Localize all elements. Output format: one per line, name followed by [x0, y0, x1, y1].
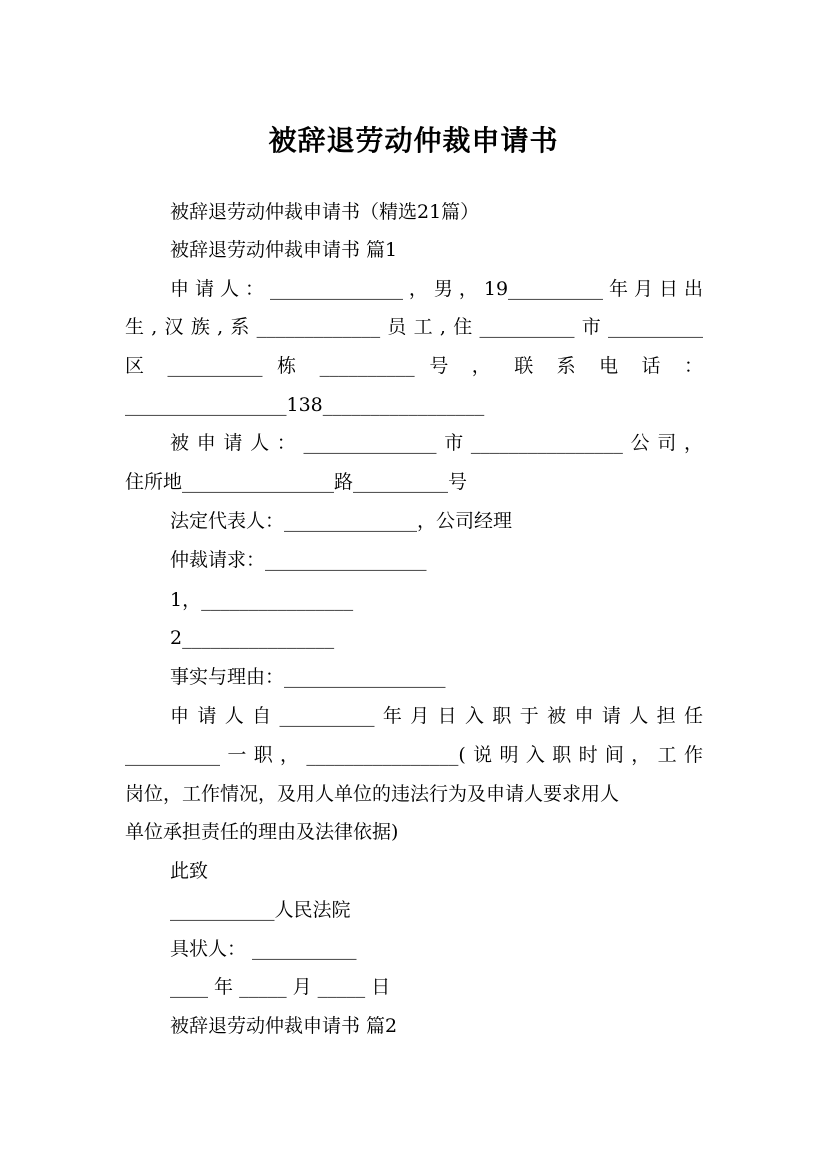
date-line: ____ 年 _____ 月 _____ 日: [170, 976, 391, 998]
request-item-2: 2________________: [170, 627, 335, 649]
legal-representative-line: 法定代表人：______________，公司经理: [170, 510, 513, 532]
facts-body-line-2: __________一职，________________(说明入职时间，工作: [125, 744, 703, 766]
request-item-1: 1，________________: [170, 589, 354, 611]
facts-reasons-line: 事实与理由：_________________: [170, 666, 446, 688]
applicant-line: 申请人：______________，男，19__________年月日出: [170, 278, 703, 300]
applicant-ethnicity-line: 生,汉族,系_____________员工,住__________市__________: [125, 316, 703, 338]
facts-body-line-4: 单位承担责任的理由及法律依据): [125, 821, 399, 843]
arbitration-request-line: 仲裁请求：_________________: [170, 549, 427, 571]
closing-salutation: 此致: [170, 860, 209, 882]
document-subtitle: 被辞退劳动仲裁申请书（精选21篇）: [170, 201, 480, 223]
signer-line: 具状人： ___________: [170, 938, 357, 960]
court-line: ___________人民法院: [170, 899, 351, 921]
facts-body-line-1: 申请人自__________年月日入职于被申请人担任: [170, 705, 703, 727]
section-heading-2: 被辞退劳动仲裁申请书 篇2: [170, 1015, 398, 1037]
facts-body-line-3: 岗位，工作情况，及用人单位的违法行为及申请人要求用人: [125, 783, 620, 805]
applicant-phone-line: _________________138_________________: [125, 394, 485, 416]
section-heading-1: 被辞退劳动仲裁申请书 篇1: [170, 239, 398, 261]
document-title: 被辞退劳动仲裁申请书: [268, 123, 559, 157]
applicant-address-line: 区 __________ 栋 __________ 号 ， 联 系 电 话 ：: [125, 355, 703, 377]
respondent-address-line: 住所地________________路__________号: [125, 471, 468, 493]
respondent-line: 被申请人：______________市________________公司，: [170, 432, 703, 454]
